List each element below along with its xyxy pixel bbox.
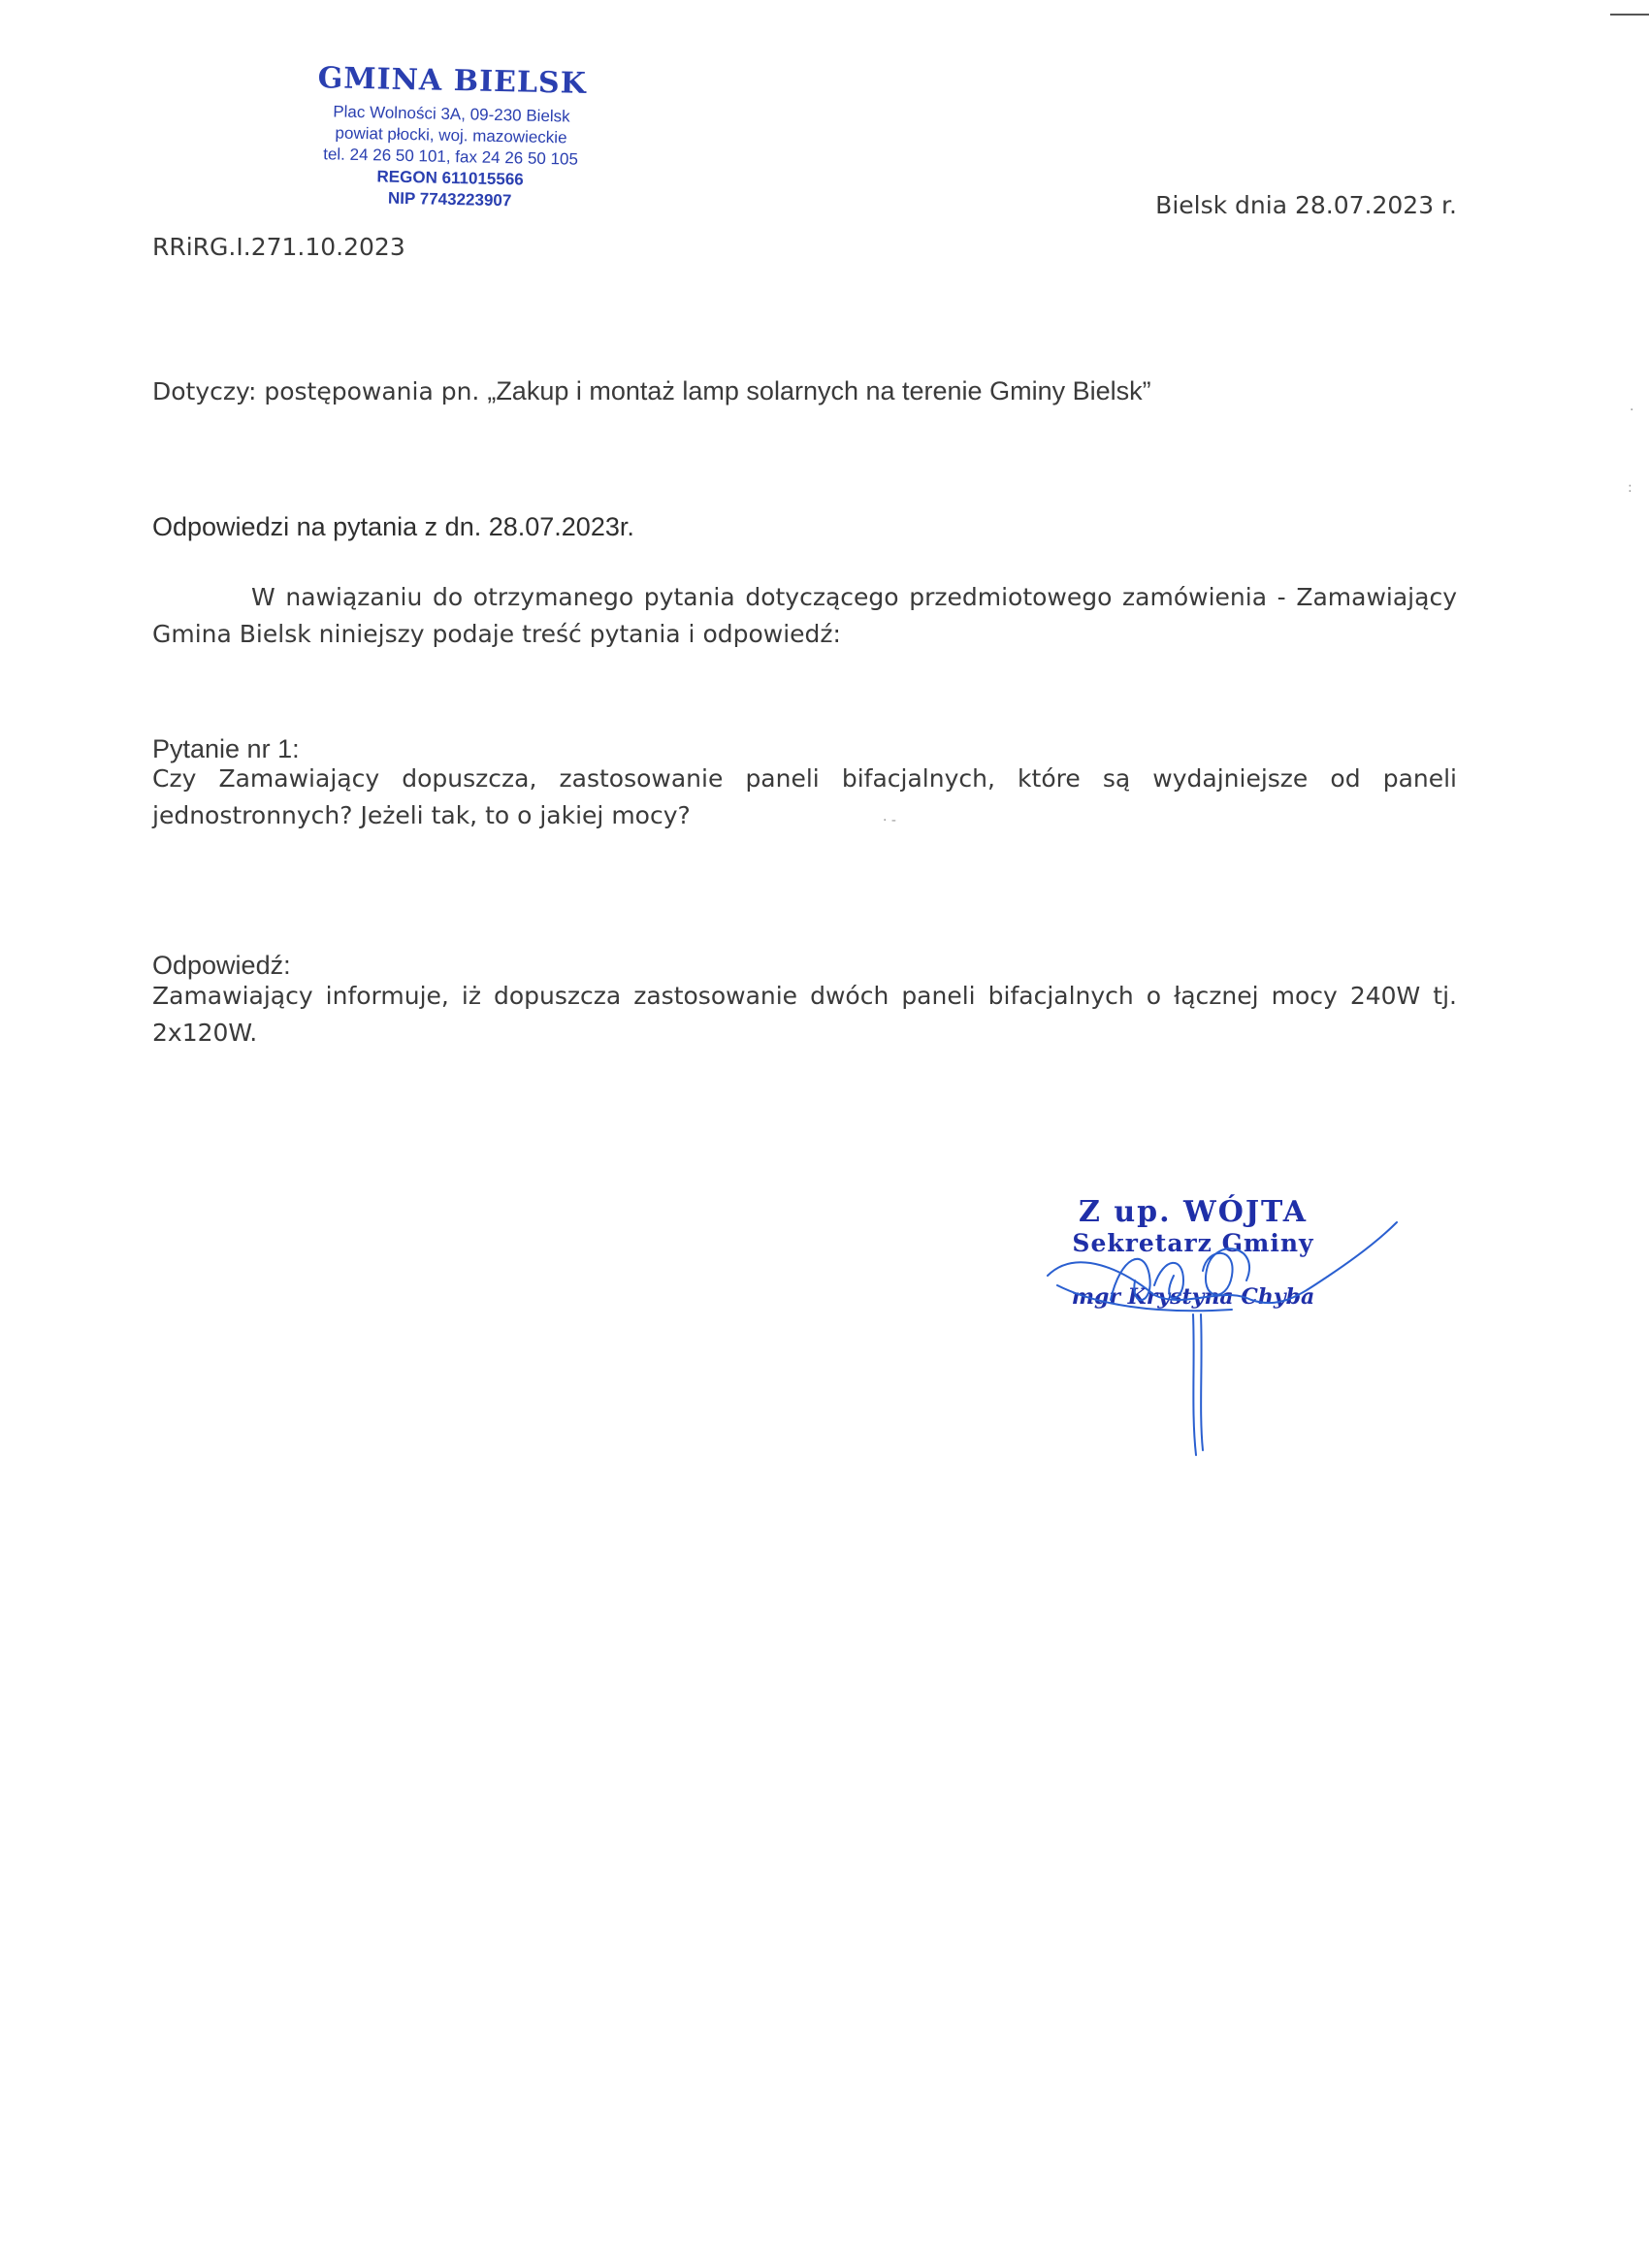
subject-title: „Zakup i montaż lamp solarnych na terenie Gminy Bielsk”: [487, 376, 1151, 405]
signature-stamp-line2: Sekretarz Gminy: [1072, 1229, 1314, 1257]
handwritten-signature: [1038, 1217, 1406, 1470]
stamp-address: Plac Wolności 3A, 09-230 Bielsk: [333, 102, 570, 126]
question-text: Czy Zamawiający dopuszcza, zastosowanie paneli bifacjalnych, które są wydajniejsze od paneli jednostronnych? Jeżeli tak, to o jakiej mocy?: [152, 764, 1457, 829]
reference-number: RRiRG.I.271.10.2023: [152, 233, 405, 261]
scan-speck: :: [1628, 480, 1633, 496]
scan-speck: · -: [883, 813, 896, 828]
question-label: Pytanie nr 1:: [152, 734, 300, 763]
subject-line: [152, 376, 1151, 406]
signature-stamp-line3: mgr Krystyna Chyba: [1071, 1284, 1315, 1310]
stamp-name: GMINA BIELSK: [317, 61, 588, 101]
subject-prefix: Dotyczy: postępowania pn.: [152, 377, 488, 405]
stamp-region: powiat płocki, woj. mazowieckie: [335, 123, 567, 147]
page-heading: Odpowiedzi na pytania z dn. 28.07.2023r.: [152, 512, 634, 541]
edge-mark: [1610, 14, 1649, 16]
answer-label: Odpowiedź:: [152, 951, 291, 980]
document-date: Bielsk dnia 28.07.2023 r.: [1155, 191, 1457, 219]
stamp-nip: NIP 7743223907: [387, 188, 512, 211]
stamp-phone: tel. 24 26 50 101, fax 24 26 50 105: [323, 145, 579, 169]
intro-paragraph: W nawiązaniu do otrzymanego pytania dotyczącego przedmiotowego zamówienia - Zamawiający Gmina Bielsk niniejszy podaje treść pytania i odpowiedź:: [152, 583, 1457, 648]
letterhead-stamp: [289, 61, 612, 214]
signature-stamp-line1: Z up. WÓJTA: [1079, 1195, 1308, 1229]
answer-text: Zamawiający informuje, iż dopuszcza zastosowanie dwóch paneli bifacjalnych o łącznej mocy 240W tj. 2x120W.: [152, 982, 1457, 1047]
scan-speck: ·: [1630, 403, 1634, 418]
stamp-regon: REGON 611015566: [376, 167, 524, 189]
